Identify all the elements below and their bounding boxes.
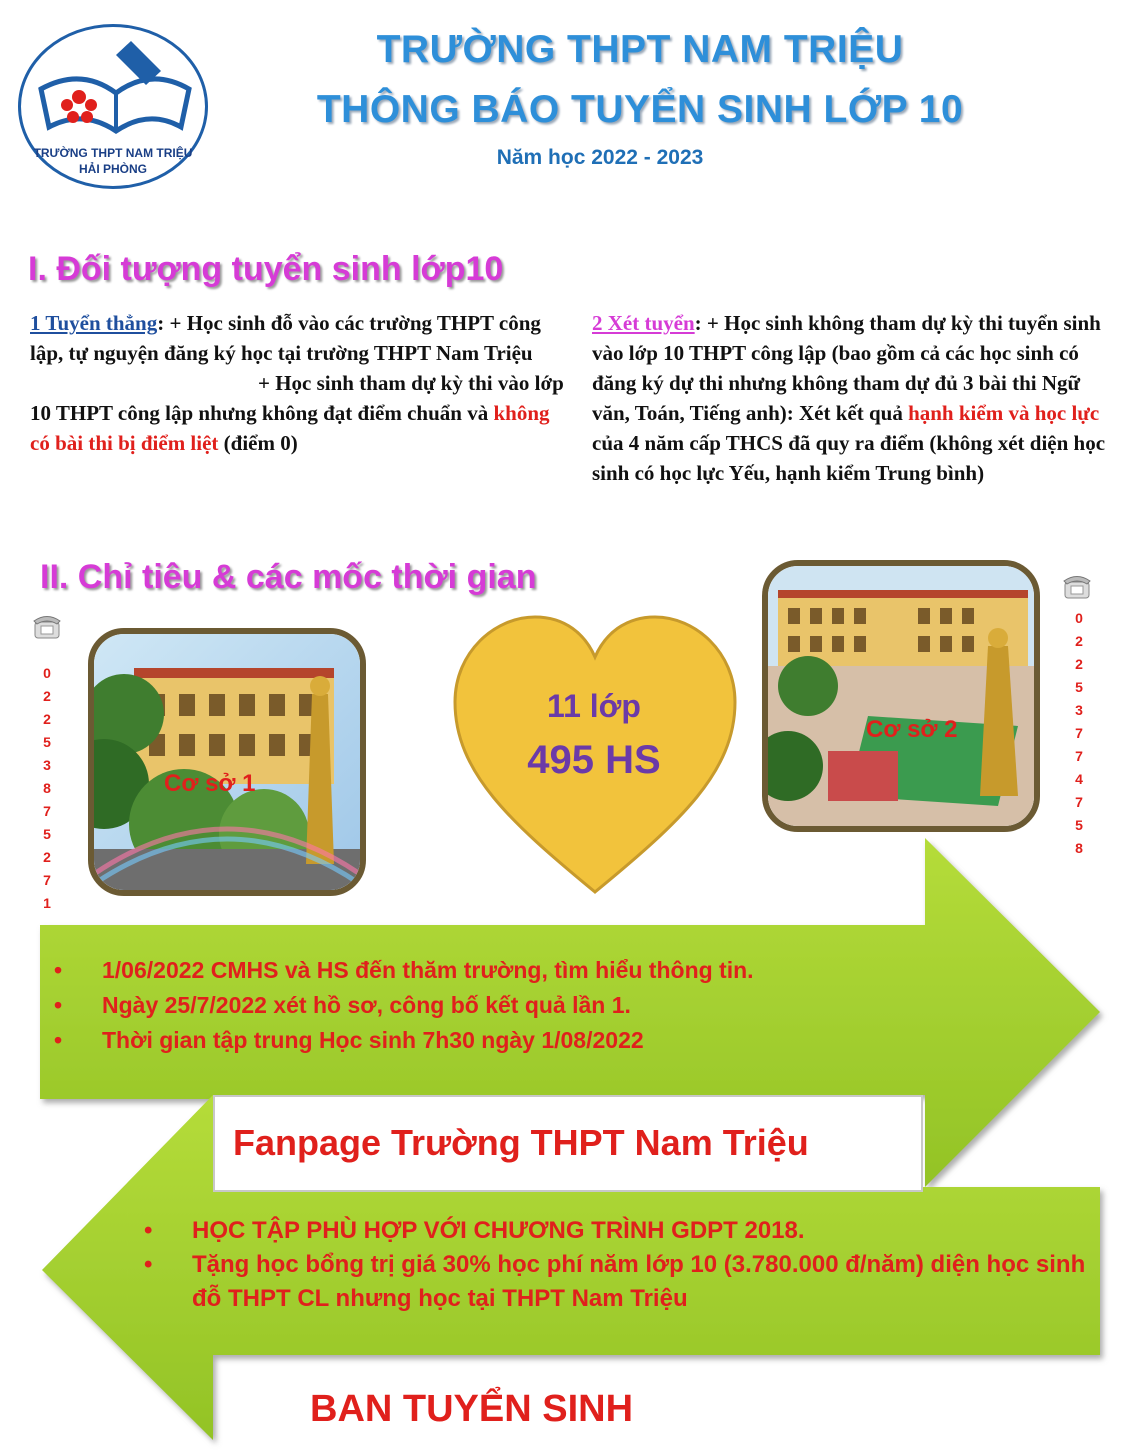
campus2-photo — [762, 560, 1040, 832]
phone-digit: 7 — [1075, 794, 1083, 810]
phone-digit: 8 — [1075, 840, 1083, 856]
school-year: Năm học 2022 - 2023 — [496, 146, 704, 169]
phone-digit: 0 — [43, 665, 51, 681]
campus2-building-image — [768, 566, 1034, 826]
benefits-list — [130, 1214, 1100, 1316]
phone-digit: 2 — [1075, 656, 1083, 672]
phone-digit: 4 — [1075, 771, 1083, 787]
phone-digit: 1 — [43, 895, 51, 911]
consider-text1: : + Học sinh không tham dự kỳ thi tuyển sinh vào lớp 10 THPT công lập (bao gồm cả các học sinh có đăng ký dự thi nhưng không tham dự đủ 3 bài thi Ngữ văn, Toán, Tiếng anh): Xét kết quả — [592, 311, 1101, 425]
quota-classes: 11 lớp — [547, 688, 641, 724]
phone-digit: 3 — [43, 757, 51, 773]
direct-label: 1 Tuyển thẳng — [30, 311, 158, 335]
timeline-item: • 1/06/2022 CMHS và HS đến thăm trường, tìm hiểu thông tin. — [40, 953, 940, 988]
phone-digit: 7 — [1075, 748, 1083, 764]
phone-digit: 2 — [1075, 633, 1083, 649]
phone-digit: 2 — [43, 688, 51, 704]
logo-name-line2: HẢI PHÒNG — [78, 162, 147, 176]
fanpage-text: Fanpage Trường THPT Nam Triệu — [233, 1122, 809, 1163]
section2-heading: II. Chỉ tiêu & các mốc thời gian — [40, 558, 537, 596]
timeline-item: • Thời gian tập trung Học sinh 7h30 ngày 1/08/2022 — [40, 1023, 940, 1058]
section1-heading: I. Đối tượng tuyển sinh lớp10 — [28, 250, 504, 288]
quota-students: 495 HS — [527, 738, 661, 782]
timeline-item: • Ngày 25/7/2022 xét hồ sơ, công bố kết quả lần 1. — [40, 988, 940, 1023]
phone-digit: 5 — [43, 826, 51, 842]
book-pen-icon — [21, 27, 205, 142]
timeline-list — [40, 953, 940, 1058]
direct-text1: : + Học sinh đỗ vào các trường THPT công lập, tự nguyện đăng ký học tại trường THPT Nam Triệu — [30, 311, 541, 365]
phone-digit: 2 — [43, 849, 51, 865]
phone-digit: 7 — [43, 803, 51, 819]
consider-text2: của 4 năm cấp THCS đã quy ra điểm (không xét diện học sinh có học lực Yếu, hạnh kiểm Trung bình) — [592, 431, 1106, 485]
school-logo — [18, 24, 208, 189]
phone-digit: 5 — [1075, 817, 1083, 833]
phone-digit: 7 — [1075, 725, 1083, 741]
campus2-phone — [1069, 607, 1089, 860]
telephone-icon — [32, 612, 62, 640]
direct-text3: (điểm 0) — [218, 431, 298, 455]
consider-highlight: hạnh kiểm và học lực — [908, 401, 1100, 425]
phone-digit: 5 — [43, 734, 51, 750]
phone-digit: 2 — [43, 711, 51, 727]
phone-digit: 8 — [43, 780, 51, 796]
campus2-label: Cơ sở 2 — [866, 716, 958, 743]
consider-label: 2 Xét tuyển — [592, 311, 695, 335]
notice-title: THÔNG BÁO TUYỂN SINH LỚP 10 — [316, 88, 964, 131]
consideration-text — [592, 308, 1107, 488]
campus1-label: Cơ sở 1 — [164, 770, 256, 797]
admission-board: BAN TUYỂN SINH — [310, 1388, 634, 1430]
phone-digit: 5 — [1075, 679, 1083, 695]
direct-text2: + Học sinh tham dự kỳ thi vào lớp 10 THPT công lập nhưng không đạt điểm chuẩn và — [30, 371, 564, 425]
benefit-item: • HỌC TẬP PHÙ HỢP VỚI CHƯƠNG TRÌNH GDPT 2018. — [130, 1214, 1100, 1248]
campus1-photo — [88, 628, 366, 896]
fanpage-box — [213, 1095, 923, 1192]
telephone-icon — [1062, 572, 1092, 600]
campus1-phone — [37, 662, 57, 915]
direct-admission-text — [30, 308, 565, 458]
campus1-building-image — [94, 634, 360, 890]
phone-digit: 7 — [43, 872, 51, 888]
benefit-item: • Tặng học bổng trị giá 30% học phí năm lớp 10 (3.780.000 đ/năm) diện học sinh đỗ THPT CL nhưng học tại THPT Nam Triệu — [130, 1248, 1100, 1316]
logo-name-line1: TRƯỜNG THPT NAM TRIỆU — [33, 146, 193, 160]
phone-digit: 0 — [1075, 610, 1083, 626]
direct-highlight: không có bài thi bị điểm liệt — [30, 401, 550, 455]
phone-digit: 3 — [1075, 702, 1083, 718]
school-name: TRƯỜNG THPT NAM TRIỆU — [376, 28, 904, 71]
